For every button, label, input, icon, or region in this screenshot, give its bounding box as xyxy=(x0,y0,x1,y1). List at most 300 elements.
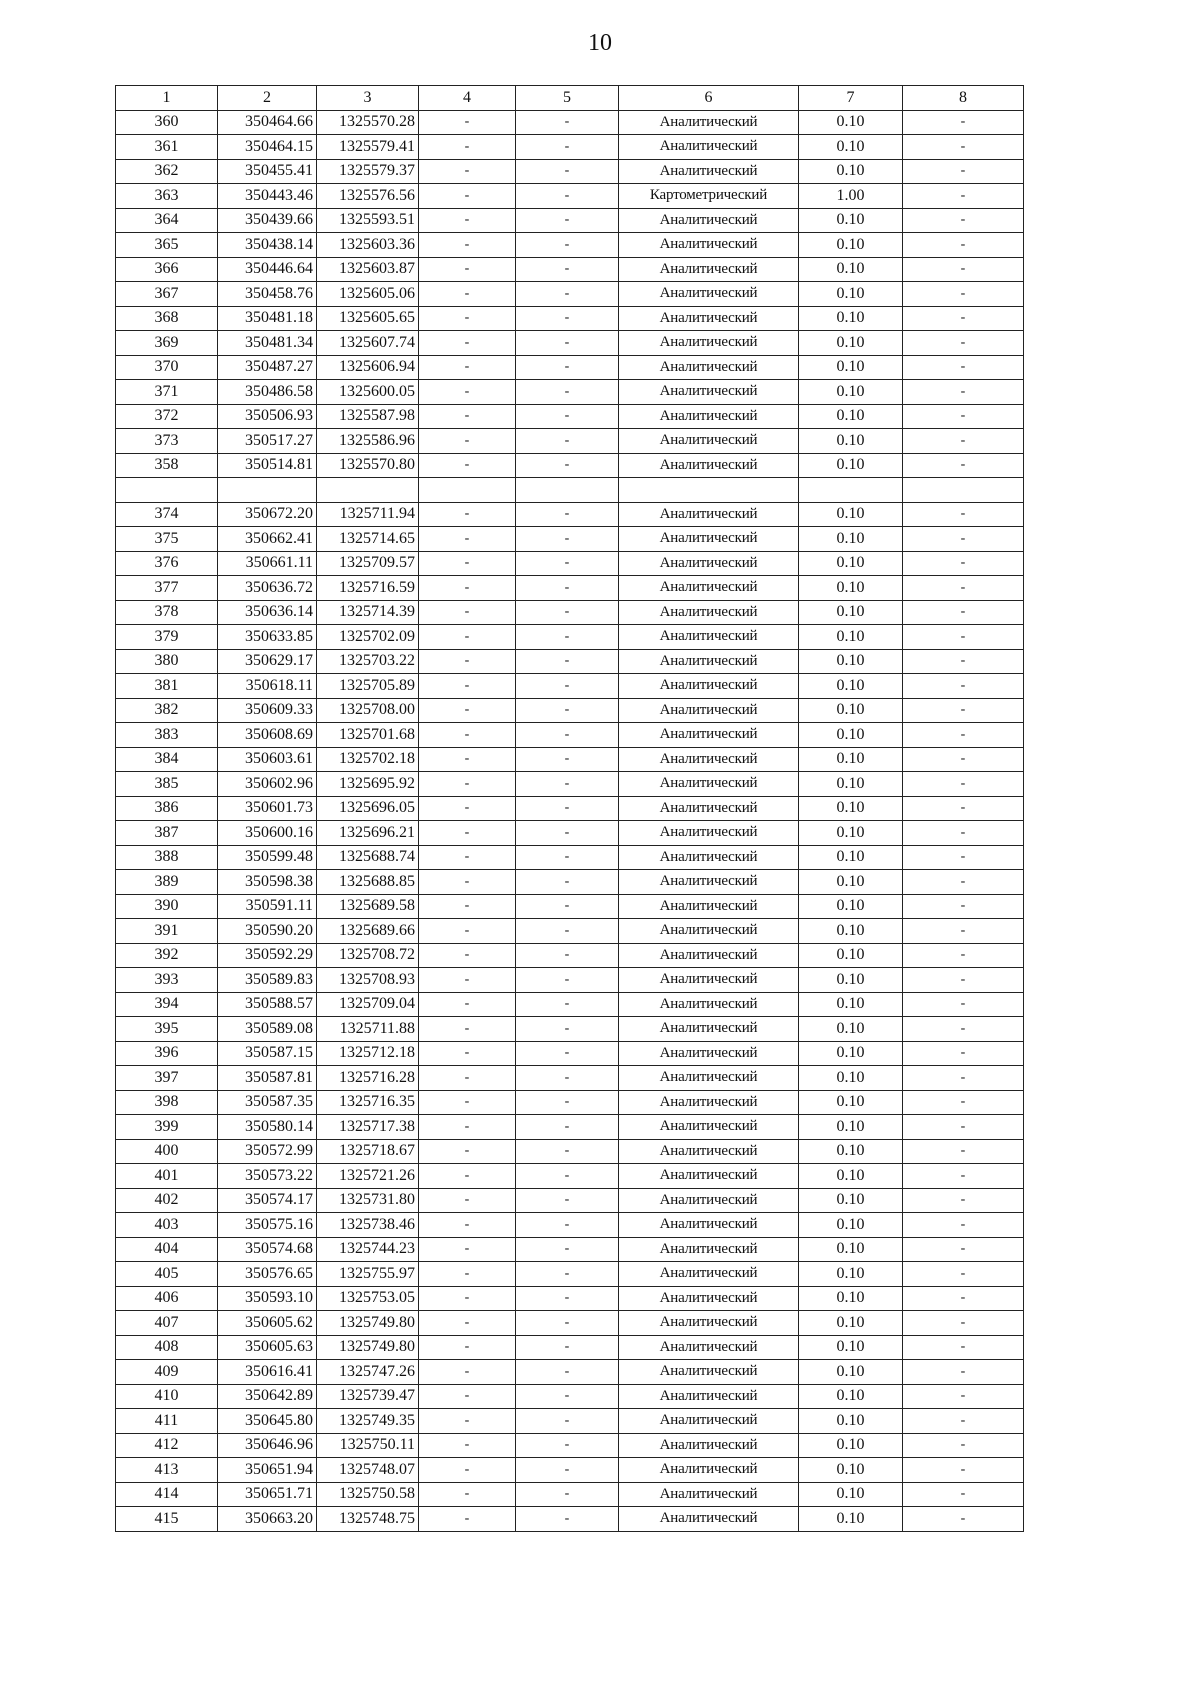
cell-col-4: - xyxy=(419,698,516,723)
cell-accuracy: 0.10 xyxy=(799,894,903,919)
cell-coord-x: 350464.66 xyxy=(218,110,317,135)
cell-coord-x: 350618.11 xyxy=(218,674,317,699)
cell-coord-y: 1325600.05 xyxy=(317,380,419,405)
cell-accuracy: 0.10 xyxy=(799,968,903,993)
cell-coord-x: 350598.38 xyxy=(218,870,317,895)
table-row xyxy=(116,747,1024,772)
cell-coord-x: 350439.66 xyxy=(218,208,317,233)
table-row xyxy=(116,943,1024,968)
cell-col-8: - xyxy=(903,600,1024,625)
table-row xyxy=(116,1433,1024,1458)
cell-method: Аналитический xyxy=(619,919,799,944)
cell-accuracy: 0.10 xyxy=(799,404,903,429)
cell-coord-y: 1325579.37 xyxy=(317,159,419,184)
cell-point-number: 368 xyxy=(116,306,218,331)
cell-col-4: - xyxy=(419,674,516,699)
table-row xyxy=(116,1458,1024,1483)
cell-coord-y: 1325749.80 xyxy=(317,1311,419,1336)
cell-coord-y: 1325711.88 xyxy=(317,1017,419,1042)
cell-coord-y: 1325716.28 xyxy=(317,1066,419,1091)
cell-coord-x: 350633.85 xyxy=(218,625,317,650)
cell-col-4: - xyxy=(419,968,516,993)
cell-point-number: 395 xyxy=(116,1017,218,1042)
cell-col-5: - xyxy=(516,1115,619,1140)
cell-method: Аналитический xyxy=(619,1311,799,1336)
cell-accuracy: 0.10 xyxy=(799,1360,903,1385)
cell-coord-y: 1325714.65 xyxy=(317,527,419,552)
cell-col-5: - xyxy=(516,1262,619,1287)
table-row xyxy=(116,919,1024,944)
cell-coord-y: 1325717.38 xyxy=(317,1115,419,1140)
cell-col-8: - xyxy=(903,1458,1024,1483)
column-header-4: 4 xyxy=(419,86,516,111)
cell-accuracy: 0.10 xyxy=(799,576,903,601)
cell-col-5: - xyxy=(516,1017,619,1042)
cell-col-4: - xyxy=(419,919,516,944)
cell-col-8 xyxy=(903,478,1024,503)
table-row xyxy=(116,1017,1024,1042)
cell-col-5: - xyxy=(516,845,619,870)
cell-coord-y: 1325708.00 xyxy=(317,698,419,723)
table-row xyxy=(116,894,1024,919)
table-row xyxy=(116,845,1024,870)
table-row xyxy=(116,527,1024,552)
table-row xyxy=(116,968,1024,993)
cell-coord-y: 1325705.89 xyxy=(317,674,419,699)
cell-accuracy: 0.10 xyxy=(799,796,903,821)
cell-col-8: - xyxy=(903,1188,1024,1213)
cell-accuracy: 0.10 xyxy=(799,135,903,160)
cell-accuracy: 0.10 xyxy=(799,257,903,282)
cell-col-8: - xyxy=(903,968,1024,993)
table-row xyxy=(116,1286,1024,1311)
cell-coord-y: 1325702.09 xyxy=(317,625,419,650)
table-row xyxy=(116,649,1024,674)
cell-accuracy: 0.10 xyxy=(799,649,903,674)
cell-col-8: - xyxy=(903,625,1024,650)
cell-coord-x: 350588.57 xyxy=(218,992,317,1017)
cell-col-8: - xyxy=(903,551,1024,576)
table-row xyxy=(116,1335,1024,1360)
cell-coord-x: 350481.18 xyxy=(218,306,317,331)
cell-col-8: - xyxy=(903,257,1024,282)
cell-coord-y: 1325689.58 xyxy=(317,894,419,919)
cell-col-5: - xyxy=(516,110,619,135)
cell-col-4: - xyxy=(419,772,516,797)
cell-col-4: - xyxy=(419,1458,516,1483)
cell-point-number: 376 xyxy=(116,551,218,576)
cell-coord-y: 1325607.74 xyxy=(317,331,419,356)
cell-accuracy: 0.10 xyxy=(799,502,903,527)
cell-method: Аналитический xyxy=(619,355,799,380)
cell-point-number: 388 xyxy=(116,845,218,870)
cell-col-5: - xyxy=(516,208,619,233)
table-row xyxy=(116,1139,1024,1164)
cell-point-number: 373 xyxy=(116,429,218,454)
cell-col-8: - xyxy=(903,796,1024,821)
cell-coord-x: 350642.89 xyxy=(218,1384,317,1409)
table-row xyxy=(116,453,1024,478)
table-row xyxy=(116,184,1024,209)
cell-accuracy: 0.10 xyxy=(799,943,903,968)
cell-accuracy: 0.10 xyxy=(799,1335,903,1360)
cell-coord-y: 1325712.18 xyxy=(317,1041,419,1066)
table-row xyxy=(116,502,1024,527)
cell-method: Аналитический xyxy=(619,306,799,331)
table-row xyxy=(116,159,1024,184)
cell-col-8: - xyxy=(903,649,1024,674)
cell-method: Аналитический xyxy=(619,576,799,601)
cell-point-number: 379 xyxy=(116,625,218,650)
cell-coord-y: 1325708.72 xyxy=(317,943,419,968)
cell-col-5: - xyxy=(516,306,619,331)
cell-col-4: - xyxy=(419,380,516,405)
cell-point-number: 362 xyxy=(116,159,218,184)
cell-col-5: - xyxy=(516,870,619,895)
cell-col-4: - xyxy=(419,110,516,135)
cell-col-4: - xyxy=(419,600,516,625)
cell-accuracy: 0.10 xyxy=(799,1139,903,1164)
cell-method: Аналитический xyxy=(619,429,799,454)
cell-accuracy: 0.10 xyxy=(799,1458,903,1483)
cell-coord-x: 350464.15 xyxy=(218,135,317,160)
cell-col-8: - xyxy=(903,1507,1024,1532)
cell-point-number: 409 xyxy=(116,1360,218,1385)
cell-point-number: 383 xyxy=(116,723,218,748)
cell-point-number: 375 xyxy=(116,527,218,552)
cell-col-5: - xyxy=(516,1066,619,1091)
cell-col-4: - xyxy=(419,1188,516,1213)
cell-coord-y: 1325696.21 xyxy=(317,821,419,846)
cell-point-number: 374 xyxy=(116,502,218,527)
cell-col-5: - xyxy=(516,992,619,1017)
cell-col-5: - xyxy=(516,1188,619,1213)
cell-coord-x: 350605.62 xyxy=(218,1311,317,1336)
table-row xyxy=(116,625,1024,650)
cell-coord-x: 350645.80 xyxy=(218,1409,317,1434)
cell-accuracy: 0.10 xyxy=(799,698,903,723)
cell-coord-x: 350651.71 xyxy=(218,1482,317,1507)
cell-point-number: 415 xyxy=(116,1507,218,1532)
cell-method: Аналитический xyxy=(619,649,799,674)
cell-col-8: - xyxy=(903,1409,1024,1434)
cell-method: Аналитический xyxy=(619,527,799,552)
table-row xyxy=(116,1090,1024,1115)
cell-col-8: - xyxy=(903,404,1024,429)
column-header-2: 2 xyxy=(218,86,317,111)
cell-col-5: - xyxy=(516,649,619,674)
cell-accuracy: 0.10 xyxy=(799,355,903,380)
cell-col-5: - xyxy=(516,1090,619,1115)
cell-point-number: 387 xyxy=(116,821,218,846)
cell-coord-x: 350661.11 xyxy=(218,551,317,576)
cell-accuracy: 0.10 xyxy=(799,159,903,184)
cell-accuracy: 0.10 xyxy=(799,1262,903,1287)
cell-coord-x: 350438.14 xyxy=(218,233,317,258)
cell-point-number: 403 xyxy=(116,1213,218,1238)
cell-accuracy: 0.10 xyxy=(799,870,903,895)
cell-point-number: 404 xyxy=(116,1237,218,1262)
cell-coord-x: 350487.27 xyxy=(218,355,317,380)
cell-col-8: - xyxy=(903,1360,1024,1385)
cell-col-8: - xyxy=(903,1017,1024,1042)
cell-col-5: - xyxy=(516,1409,619,1434)
cell-col-4: - xyxy=(419,159,516,184)
table-row xyxy=(116,796,1024,821)
cell-coord-x: 350589.08 xyxy=(218,1017,317,1042)
cell-coord-y: 1325731.80 xyxy=(317,1188,419,1213)
cell-method: Аналитический xyxy=(619,331,799,356)
cell-coord-y: 1325586.96 xyxy=(317,429,419,454)
cell-method: Аналитический xyxy=(619,404,799,429)
cell-col-8: - xyxy=(903,1041,1024,1066)
cell-coord-y: 1325603.87 xyxy=(317,257,419,282)
cell-accuracy: 0.10 xyxy=(799,919,903,944)
cell-col-5: - xyxy=(516,1507,619,1532)
cell-coord-y: 1325739.47 xyxy=(317,1384,419,1409)
cell-col-4: - xyxy=(419,1384,516,1409)
cell-method: Аналитический xyxy=(619,1335,799,1360)
cell-col-8: - xyxy=(903,184,1024,209)
cell-accuracy: 0.10 xyxy=(799,1286,903,1311)
cell-method: Аналитический xyxy=(619,1090,799,1115)
cell-col-4: - xyxy=(419,747,516,772)
cell-coord-y: 1325606.94 xyxy=(317,355,419,380)
cell-col-4: - xyxy=(419,649,516,674)
cell-col-5: - xyxy=(516,404,619,429)
cell-col-4: - xyxy=(419,135,516,160)
column-header-5: 5 xyxy=(516,86,619,111)
cell-accuracy xyxy=(799,478,903,503)
cell-accuracy: 0.10 xyxy=(799,723,903,748)
cell-col-4: - xyxy=(419,723,516,748)
cell-coord-x: 350590.20 xyxy=(218,919,317,944)
cell-method: Аналитический xyxy=(619,821,799,846)
cell-col-4: - xyxy=(419,1017,516,1042)
table-row xyxy=(116,306,1024,331)
cell-method: Аналитический xyxy=(619,1115,799,1140)
cell-col-8: - xyxy=(903,331,1024,356)
cell-method: Аналитический xyxy=(619,135,799,160)
cell-col-5: - xyxy=(516,723,619,748)
cell-method: Аналитический xyxy=(619,1017,799,1042)
cell-col-8: - xyxy=(903,870,1024,895)
cell-point-number: 358 xyxy=(116,453,218,478)
cell-col-8: - xyxy=(903,1213,1024,1238)
cell-accuracy: 0.10 xyxy=(799,772,903,797)
cell-coord-x: 350506.93 xyxy=(218,404,317,429)
cell-col-4: - xyxy=(419,184,516,209)
cell-method: Аналитический xyxy=(619,1237,799,1262)
cell-col-8: - xyxy=(903,135,1024,160)
cell-col-5: - xyxy=(516,331,619,356)
cell-col-8: - xyxy=(903,355,1024,380)
cell-accuracy: 0.10 xyxy=(799,380,903,405)
cell-accuracy: 0.10 xyxy=(799,1507,903,1532)
cell-coord-y: 1325749.35 xyxy=(317,1409,419,1434)
cell-accuracy: 0.10 xyxy=(799,110,903,135)
cell-col-5: - xyxy=(516,502,619,527)
cell-col-5: - xyxy=(516,698,619,723)
cell-col-4: - xyxy=(419,208,516,233)
cell-col-5: - xyxy=(516,796,619,821)
cell-coord-x xyxy=(218,478,317,503)
cell-col-4: - xyxy=(419,1164,516,1189)
cell-coord-y: 1325703.22 xyxy=(317,649,419,674)
cell-accuracy: 0.10 xyxy=(799,1017,903,1042)
cell-col-4: - xyxy=(419,282,516,307)
cell-coord-y: 1325744.23 xyxy=(317,1237,419,1262)
cell-col-8: - xyxy=(903,282,1024,307)
cell-accuracy: 0.10 xyxy=(799,1433,903,1458)
cell-method: Аналитический xyxy=(619,747,799,772)
cell-col-4: - xyxy=(419,1433,516,1458)
table-row xyxy=(116,257,1024,282)
cell-col-5: - xyxy=(516,1335,619,1360)
cell-col-5: - xyxy=(516,919,619,944)
cell-accuracy: 0.10 xyxy=(799,1041,903,1066)
cell-coord-x: 350587.81 xyxy=(218,1066,317,1091)
cell-method: Аналитический xyxy=(619,723,799,748)
cell-col-5: - xyxy=(516,233,619,258)
cell-accuracy: 1.00 xyxy=(799,184,903,209)
cell-col-4: - xyxy=(419,1262,516,1287)
cell-point-number: 393 xyxy=(116,968,218,993)
table-row xyxy=(116,355,1024,380)
cell-col-8: - xyxy=(903,1090,1024,1115)
table-row xyxy=(116,429,1024,454)
table-row xyxy=(116,1384,1024,1409)
cell-col-5: - xyxy=(516,821,619,846)
cell-method: Аналитический xyxy=(619,1433,799,1458)
cell-method: Аналитический xyxy=(619,943,799,968)
cell-method: Аналитический xyxy=(619,1041,799,1066)
table-row xyxy=(116,576,1024,601)
cell-coord-y: 1325755.97 xyxy=(317,1262,419,1287)
cell-point-number: 406 xyxy=(116,1286,218,1311)
cell-point-number: 397 xyxy=(116,1066,218,1091)
cell-method: Аналитический xyxy=(619,282,799,307)
cell-method: Аналитический xyxy=(619,870,799,895)
cell-point-number: 402 xyxy=(116,1188,218,1213)
cell-coord-x: 350572.99 xyxy=(218,1139,317,1164)
cell-point-number: 399 xyxy=(116,1115,218,1140)
cell-col-4: - xyxy=(419,1115,516,1140)
cell-col-5: - xyxy=(516,527,619,552)
cell-col-8: - xyxy=(903,992,1024,1017)
cell-col-5: - xyxy=(516,135,619,160)
cell-col-4: - xyxy=(419,1360,516,1385)
column-header-1: 1 xyxy=(116,86,218,111)
cell-coord-x: 350663.20 xyxy=(218,1507,317,1532)
cell-coord-y: 1325718.67 xyxy=(317,1139,419,1164)
cell-col-4: - xyxy=(419,1066,516,1091)
cell-point-number: 412 xyxy=(116,1433,218,1458)
cell-col-5: - xyxy=(516,747,619,772)
cell-coord-y: 1325587.98 xyxy=(317,404,419,429)
cell-method: Аналитический xyxy=(619,1409,799,1434)
table-header-row xyxy=(116,86,1024,111)
table-row xyxy=(116,600,1024,625)
cell-coord-x: 350573.22 xyxy=(218,1164,317,1189)
cell-col-8: - xyxy=(903,1139,1024,1164)
cell-accuracy: 0.10 xyxy=(799,1213,903,1238)
cell-col-8: - xyxy=(903,747,1024,772)
cell-point-number: 391 xyxy=(116,919,218,944)
cell-accuracy: 0.10 xyxy=(799,992,903,1017)
cell-coord-y: 1325579.41 xyxy=(317,135,419,160)
cell-col-4: - xyxy=(419,870,516,895)
table-row xyxy=(116,135,1024,160)
cell-accuracy: 0.10 xyxy=(799,845,903,870)
cell-col-5: - xyxy=(516,1286,619,1311)
cell-col-4: - xyxy=(419,233,516,258)
cell-coord-x: 350605.63 xyxy=(218,1335,317,1360)
cell-point-number: 413 xyxy=(116,1458,218,1483)
cell-col-8: - xyxy=(903,1115,1024,1140)
cell-coord-x: 350481.34 xyxy=(218,331,317,356)
cell-col-4: - xyxy=(419,1507,516,1532)
cell-col-8: - xyxy=(903,1262,1024,1287)
cell-coord-y: 1325709.57 xyxy=(317,551,419,576)
cell-coord-x: 350446.64 xyxy=(218,257,317,282)
cell-coord-x: 350587.15 xyxy=(218,1041,317,1066)
cell-col-4: - xyxy=(419,257,516,282)
cell-point-number: 410 xyxy=(116,1384,218,1409)
cell-col-4: - xyxy=(419,576,516,601)
cell-col-5: - xyxy=(516,1482,619,1507)
cell-col-8: - xyxy=(903,380,1024,405)
cell-coord-y: 1325748.75 xyxy=(317,1507,419,1532)
table-row xyxy=(116,1311,1024,1336)
cell-col-8: - xyxy=(903,919,1024,944)
cell-point-number: 407 xyxy=(116,1311,218,1336)
cell-point-number: 386 xyxy=(116,796,218,821)
cell-accuracy: 0.10 xyxy=(799,1482,903,1507)
cell-coord-x: 350636.72 xyxy=(218,576,317,601)
cell-col-5: - xyxy=(516,1213,619,1238)
cell-point-number: 364 xyxy=(116,208,218,233)
cell-method: Аналитический xyxy=(619,796,799,821)
cell-coord-y: 1325688.74 xyxy=(317,845,419,870)
cell-col-5: - xyxy=(516,551,619,576)
table-row xyxy=(116,1041,1024,1066)
cell-col-5: - xyxy=(516,1458,619,1483)
table-row xyxy=(116,110,1024,135)
cell-coord-y: 1325576.56 xyxy=(317,184,419,209)
cell-coord-x: 350574.68 xyxy=(218,1237,317,1262)
cell-col-4: - xyxy=(419,331,516,356)
cell-point-number: 371 xyxy=(116,380,218,405)
cell-col-8: - xyxy=(903,723,1024,748)
cell-point-number: 377 xyxy=(116,576,218,601)
table-row xyxy=(116,404,1024,429)
cell-point-number: 382 xyxy=(116,698,218,723)
cell-accuracy: 0.10 xyxy=(799,306,903,331)
cell-coord-y: 1325702.18 xyxy=(317,747,419,772)
cell-col-8: - xyxy=(903,698,1024,723)
cell-accuracy: 0.10 xyxy=(799,625,903,650)
cell-accuracy: 0.10 xyxy=(799,282,903,307)
cell-method: Аналитический xyxy=(619,1482,799,1507)
cell-point-number: 384 xyxy=(116,747,218,772)
column-header-6: 6 xyxy=(619,86,799,111)
cell-method: Аналитический xyxy=(619,208,799,233)
table-row xyxy=(116,380,1024,405)
cell-col-5: - xyxy=(516,943,619,968)
cell-coord-y: 1325738.46 xyxy=(317,1213,419,1238)
cell-point-number: 401 xyxy=(116,1164,218,1189)
